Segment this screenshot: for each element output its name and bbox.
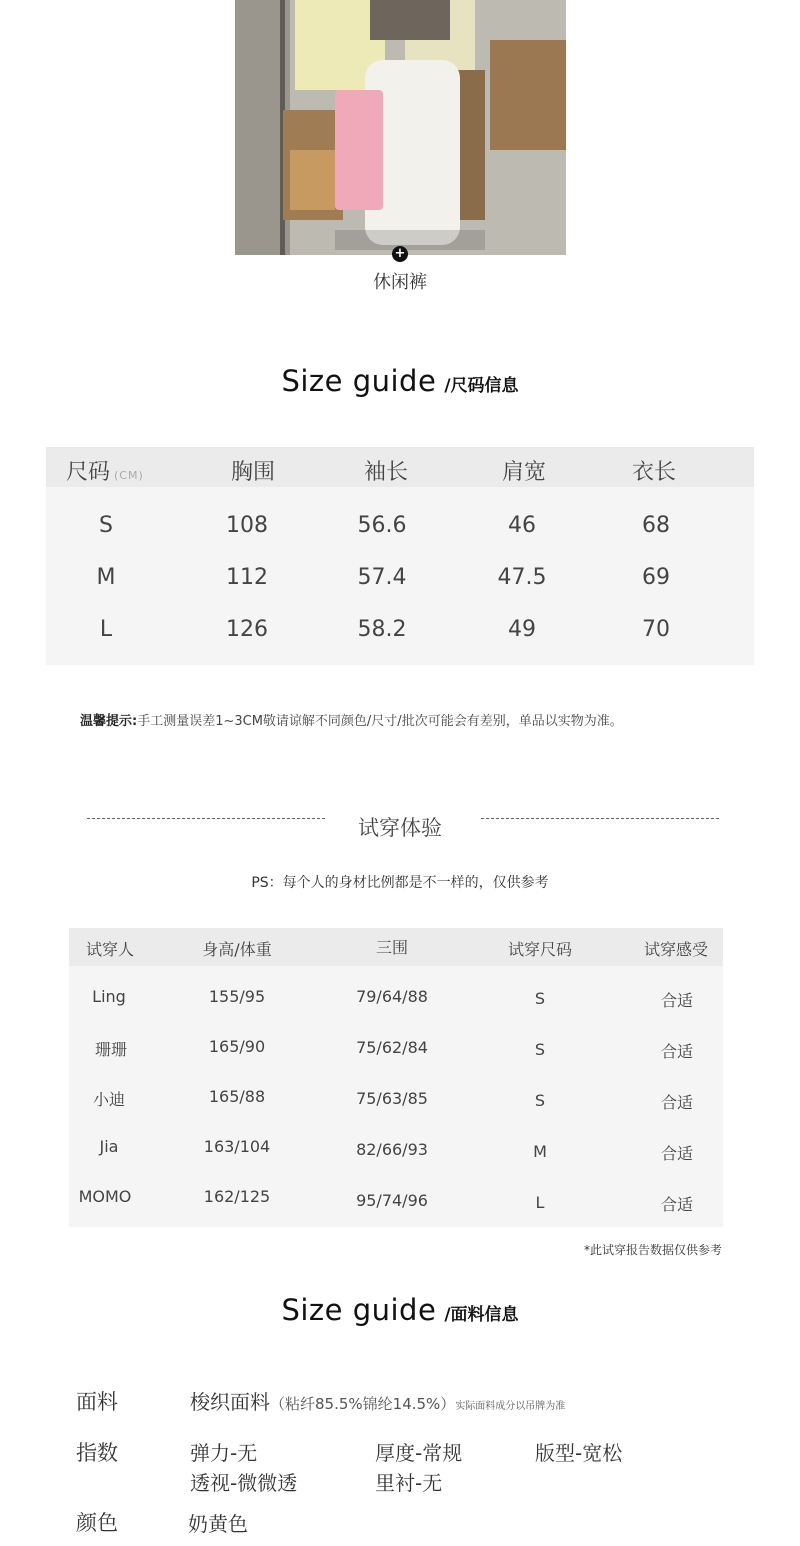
fabric-index-label: 指数 xyxy=(76,1441,118,1465)
fabric-guide-subheading: /面料信息 xyxy=(444,1305,519,1325)
try-row-4-hw: 162/125 xyxy=(203,1187,271,1206)
fabric-material-note: 实际面料成分以吊牌为准 xyxy=(455,1401,566,1412)
try-row-0-feel: 合适 xyxy=(660,991,693,1010)
size-row-0-chest: 108 xyxy=(226,513,268,538)
size-guide-heading: Size guide xyxy=(281,364,437,398)
fabric-index-elasticity: 弹力-无 xyxy=(190,1441,258,1465)
size-row-2-shoulder: 49 xyxy=(508,617,536,642)
size-col-chest: 胸围 xyxy=(230,460,275,485)
try-row-1-measure: 75/62/84 xyxy=(356,1038,428,1057)
size-table-header xyxy=(46,447,754,487)
try-row-0-measure: 79/64/88 xyxy=(356,987,428,1006)
product-photo-illustration xyxy=(235,0,566,255)
try-row-4-person: MOMO xyxy=(78,1187,132,1206)
fabric-color-label: 颜色 xyxy=(76,1511,118,1535)
size-row-0-sleeve: 56.6 xyxy=(357,513,407,538)
fabric-index-transparency: 透视-微微透 xyxy=(190,1471,298,1495)
size-col-length: 衣长 xyxy=(631,460,676,485)
try-row-1-size: S xyxy=(534,1040,546,1059)
try-row-4-feel: 合适 xyxy=(660,1195,693,1214)
try-row-3-size: M xyxy=(533,1142,547,1161)
try-row-1-hw: 165/90 xyxy=(208,1037,266,1056)
fabric-material-value: 梭织面料 xyxy=(190,1390,270,1414)
product-caption: 休闲裤 xyxy=(373,272,427,293)
size-table xyxy=(46,447,754,665)
try-row-3-feel: 合适 xyxy=(660,1144,693,1163)
try-on-ps: PS：每个人的身材比例都是不一样的，仅供参考 xyxy=(251,875,549,891)
size-guide-subheading: /尺码信息 xyxy=(444,376,519,396)
try-col-height-weight: 身高/体重 xyxy=(202,940,272,959)
product-photo xyxy=(235,0,566,255)
fabric-index-fit: 版型-宽松 xyxy=(535,1441,623,1465)
fabric-material-label: 面料 xyxy=(76,1390,118,1414)
try-col-measurements: 三围 xyxy=(375,938,408,957)
try-row-0-size: S xyxy=(534,989,546,1008)
plus-icon[interactable]: + xyxy=(392,246,408,262)
size-row-2-length: 70 xyxy=(642,617,670,642)
size-row-1-size: M xyxy=(96,565,116,590)
try-on-title: 试穿体验 xyxy=(358,816,442,840)
try-col-size: 试穿尺码 xyxy=(507,940,572,959)
try-on-divider-right xyxy=(481,818,719,819)
size-row-0-length: 68 xyxy=(642,513,670,538)
try-col-person: 试穿人 xyxy=(85,940,134,959)
fabric-color-value: 奶黄色 xyxy=(188,1512,248,1536)
try-row-1-person: 珊珊 xyxy=(94,1040,127,1059)
size-row-1-shoulder: 47.5 xyxy=(497,565,547,590)
size-tip-text: 手工测量误差1~3CM敬请谅解不同颜色/尺寸/批次可能会有差别，单品以实物为准。 xyxy=(137,714,623,729)
size-row-2-sleeve: 58.2 xyxy=(357,617,407,642)
try-row-1-feel: 合适 xyxy=(660,1042,693,1061)
fabric-index-thickness: 厚度-常规 xyxy=(375,1441,463,1465)
fabric-index-lining: 里衬-无 xyxy=(375,1471,443,1495)
size-row-0-shoulder: 46 xyxy=(508,513,536,538)
try-on-note: *此试穿报告数据仅供参考 xyxy=(583,1243,722,1257)
try-col-feel: 试穿感受 xyxy=(643,940,708,959)
try-row-3-person: Jia xyxy=(99,1137,119,1156)
size-tip xyxy=(80,710,623,729)
size-col-shoulder: 肩宽 xyxy=(501,460,546,485)
try-row-4-size: L xyxy=(535,1193,545,1212)
try-on-table xyxy=(69,928,723,1227)
try-row-2-person: 小迪 xyxy=(92,1090,125,1109)
try-row-0-hw: 155/95 xyxy=(208,987,266,1006)
size-row-1-sleeve: 57.4 xyxy=(357,565,407,590)
size-unit: (CM) xyxy=(114,469,144,482)
size-row-2-chest: 126 xyxy=(226,617,268,642)
fabric-material-detail: （粘纤85.5%锦纶14.5%） xyxy=(270,1395,456,1413)
try-row-2-hw: 165/88 xyxy=(208,1087,266,1106)
try-row-2-size: S xyxy=(534,1091,546,1110)
try-row-2-feel: 合适 xyxy=(660,1093,693,1112)
size-col-size: 尺码 (CM) xyxy=(66,460,144,485)
size-row-2-size: L xyxy=(99,617,113,642)
size-row-1-length: 69 xyxy=(642,565,670,590)
size-guide-title xyxy=(0,364,800,398)
try-row-0-person: Ling xyxy=(92,987,126,1006)
try-row-3-hw: 163/104 xyxy=(203,1137,271,1156)
fabric-guide-title xyxy=(0,1293,800,1327)
size-col-sleeve: 袖长 xyxy=(363,460,408,485)
size-row-0-size: S xyxy=(99,513,113,538)
try-on-table-header xyxy=(69,928,723,966)
fabric-guide-heading: Size guide xyxy=(281,1293,437,1327)
fabric-material xyxy=(190,1386,565,1415)
try-row-2-measure: 75/63/85 xyxy=(356,1089,428,1108)
try-row-3-measure: 82/66/93 xyxy=(356,1140,428,1159)
size-tip-label: 温馨提示: xyxy=(80,714,138,729)
try-row-4-measure: 95/74/96 xyxy=(356,1191,428,1210)
size-row-1-chest: 112 xyxy=(226,565,268,590)
